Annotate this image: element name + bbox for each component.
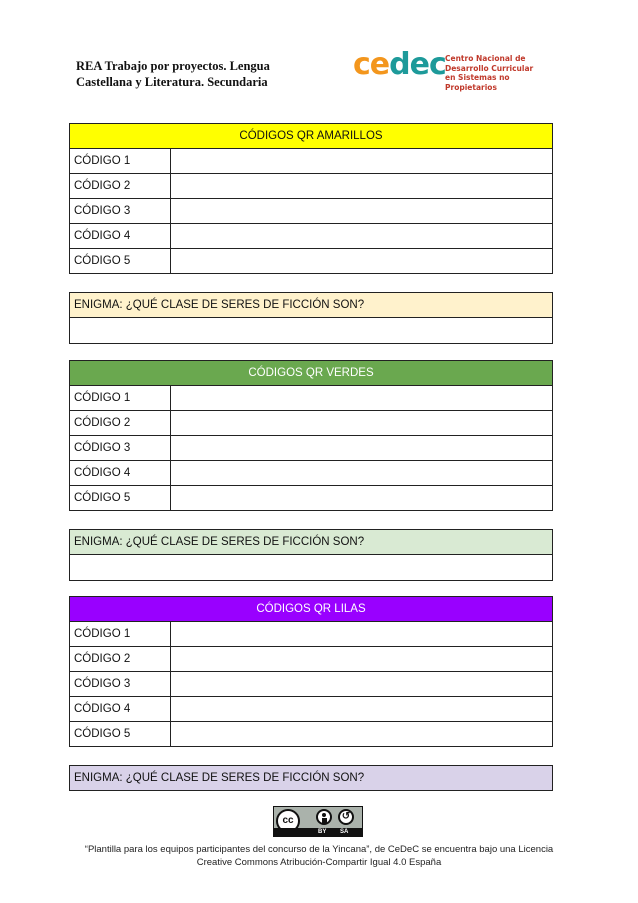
code-answer-cell[interactable]: [171, 199, 552, 223]
logo-text-line1: Centro Nacional de: [445, 54, 526, 63]
code-label: CÓDIGO 3: [70, 436, 171, 460]
cedec-logo-text: [445, 54, 555, 92]
table-green-codes: [69, 360, 553, 511]
logo-text-line3: en Sistemas no Propietarios: [445, 73, 510, 92]
table-row: [70, 647, 552, 672]
enigma-yellow: [69, 292, 553, 344]
logo-word-part1: ce: [353, 47, 390, 82]
code-label: CÓDIGO 4: [70, 224, 171, 248]
table-header: CÓDIGOS QR AMARILLOS: [70, 124, 552, 149]
code-answer-cell[interactable]: [171, 249, 552, 273]
table-row: [70, 199, 552, 224]
table-row: [70, 672, 552, 697]
table-row: [70, 411, 552, 436]
code-answer-cell[interactable]: [171, 697, 552, 721]
document-title-line1: REA Trabajo por proyectos. Lengua: [76, 59, 270, 73]
document-title: [76, 58, 316, 90]
enigma-answer-cell[interactable]: [70, 555, 552, 580]
badge-label-by: BY: [318, 829, 327, 835]
code-answer-cell[interactable]: [171, 622, 552, 646]
table-header: CÓDIGOS QR VERDES: [70, 361, 552, 386]
table-row: [70, 622, 552, 647]
code-label: CÓDIGO 5: [70, 722, 171, 746]
enigma-answer-cell[interactable]: [70, 318, 552, 343]
enigma-question: ENIGMA: ¿QUÉ CLASE DE SERES DE FICCIÓN SON?: [70, 530, 552, 555]
badge-label-sa: SA: [340, 829, 349, 835]
code-answer-cell[interactable]: [171, 461, 552, 485]
code-label: CÓDIGO 4: [70, 461, 171, 485]
cc-icon: cc: [276, 809, 300, 833]
code-answer-cell[interactable]: [171, 174, 552, 198]
attribution-icon: [316, 809, 332, 825]
table-row: [70, 461, 552, 486]
enigma-question: ENIGMA: ¿QUÉ CLASE DE SERES DE FICCIÓN SON?: [70, 293, 552, 318]
table-row: [70, 149, 552, 174]
code-label: CÓDIGO 5: [70, 249, 171, 273]
code-answer-cell[interactable]: [171, 386, 552, 410]
code-label: CÓDIGO 2: [70, 174, 171, 198]
code-answer-cell[interactable]: [171, 411, 552, 435]
table-row: [70, 697, 552, 722]
license-footer-line2: Creative Commons Atribución-Compartir Igual 4.0 España: [196, 857, 442, 868]
table-header: CÓDIGOS QR LILAS: [70, 597, 552, 622]
code-label: CÓDIGO 2: [70, 647, 171, 671]
logo-word-part2: dec: [389, 47, 446, 82]
code-label: CÓDIGO 4: [70, 697, 171, 721]
table-row: [70, 224, 552, 249]
document-title-line2: Castellana y Literatura. Secundaria: [76, 75, 268, 89]
table-yellow-codes: [69, 123, 553, 274]
table-row: [70, 249, 552, 273]
share-alike-icon: ↺: [338, 809, 354, 825]
table-row: [70, 436, 552, 461]
enigma-lilac: [69, 765, 553, 791]
code-label: CÓDIGO 1: [70, 149, 171, 173]
code-answer-cell[interactable]: [171, 486, 552, 510]
code-answer-cell[interactable]: [171, 436, 552, 460]
code-label: CÓDIGO 1: [70, 386, 171, 410]
code-answer-cell[interactable]: [171, 722, 552, 746]
code-answer-cell[interactable]: [171, 647, 552, 671]
enigma-green: [69, 529, 553, 581]
license-footer: [70, 843, 568, 869]
code-label: CÓDIGO 1: [70, 622, 171, 646]
logo-text-line2: Desarrollo Curricular: [445, 63, 534, 73]
code-label: CÓDIGO 2: [70, 411, 171, 435]
table-row: [70, 174, 552, 199]
code-label: CÓDIGO 5: [70, 486, 171, 510]
table-row: [70, 722, 552, 746]
creative-commons-by-sa-icon: [273, 806, 363, 837]
code-answer-cell[interactable]: [171, 224, 552, 248]
cedec-logo-word: [353, 47, 446, 82]
code-answer-cell[interactable]: [171, 672, 552, 696]
table-lilac-codes: [69, 596, 553, 747]
code-answer-cell[interactable]: [171, 149, 552, 173]
license-footer-line1: “Plantilla para los equipos participantes del concurso de la Yincana”, de CeDeC se encuentra bajo una Licencia: [84, 844, 554, 855]
table-row: [70, 386, 552, 411]
table-row: [70, 486, 552, 510]
code-label: CÓDIGO 3: [70, 672, 171, 696]
enigma-question: ENIGMA: ¿QUÉ CLASE DE SERES DE FICCIÓN SON?: [70, 766, 552, 790]
code-label: CÓDIGO 3: [70, 199, 171, 223]
